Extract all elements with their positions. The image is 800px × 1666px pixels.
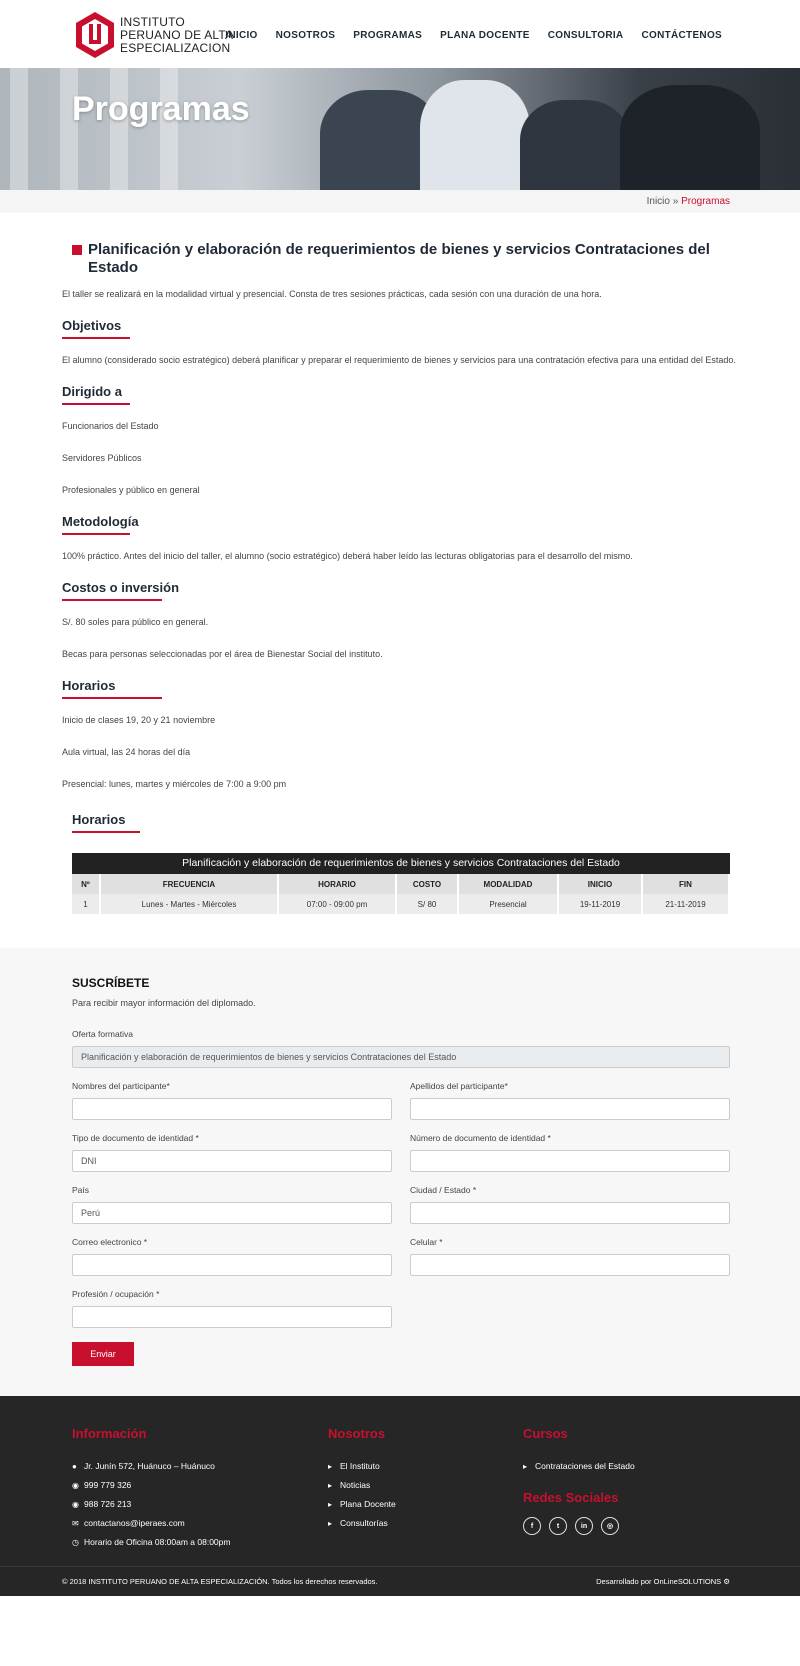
pais-select[interactable] (72, 1202, 392, 1224)
hero-person (520, 100, 630, 190)
tipo-doc-label: Tipo de documento de identidad * (72, 1133, 199, 1143)
horarios-item: Inicio de clases 19, 20 y 21 noviembre (62, 715, 216, 725)
submit-button[interactable]: Enviar (72, 1342, 134, 1366)
hero-window-pane (60, 68, 78, 190)
subscribe-title: SUSCRÍBETE (72, 976, 150, 990)
breadcrumb-current: Programas (681, 196, 730, 207)
td-frecuencia: Lunes - Martes - Miércoles (100, 894, 278, 914)
hero-person (420, 80, 530, 190)
horarios-heading: Horarios (62, 678, 115, 699)
logo-text: INSTITUTO PERUANO DE ALTA ESPECIALIZACION (120, 14, 234, 55)
footer-link[interactable]: ▸ Plana Docente (328, 1495, 396, 1514)
td-inicio: 19-11-2019 (558, 894, 642, 914)
social-links (523, 1517, 635, 1535)
th-inicio: INICIO (558, 874, 642, 894)
td-costo: S/ 80 (396, 894, 458, 914)
caret-right-icon: ▸ (328, 1519, 333, 1528)
hero-banner (0, 68, 800, 190)
celular-label: Celular * (410, 1237, 443, 1247)
clock-icon: ◷ (72, 1538, 79, 1547)
footer-info-heading: Información (72, 1426, 147, 1441)
hero-person (620, 85, 760, 190)
pais-label: País (72, 1185, 90, 1195)
table-caption: Planificación y elaboración de requerimientos de bienes y servicios Contrataciones del Estado (72, 853, 730, 874)
caret-right-icon: ▸ (328, 1500, 333, 1509)
twitter-icon[interactable]: t (549, 1517, 567, 1535)
horarios-item: Aula virtual, las 24 horas del día (62, 747, 191, 757)
subscribe-form (0, 948, 800, 1396)
nav-inicio[interactable]: INICIO (225, 30, 258, 41)
subscribe-subtitle: Para recibir mayor información del diplomado. (72, 998, 256, 1008)
dirigido-item: Funcionarios del Estado (62, 421, 159, 431)
table-header-row (72, 874, 729, 894)
profesion-input[interactable] (72, 1306, 392, 1328)
main-content (0, 213, 800, 914)
costos-item: S/. 80 soles para público en general. (62, 617, 209, 627)
horarios-item: Presencial: lunes, martes y miércoles de 7:00 a 9:00 pm (62, 779, 287, 789)
hero-window-pane (110, 68, 128, 190)
site-header (0, 0, 800, 68)
linkedin-icon[interactable]: in (575, 1517, 593, 1535)
footer-nosotros-heading: Nosotros (328, 1426, 386, 1441)
footer-nosotros (328, 1426, 396, 1533)
footer-bottom-bar (0, 1566, 800, 1596)
th-modalidad: MODALIDAD (458, 874, 558, 894)
ciudad-input[interactable] (410, 1202, 730, 1224)
nav-contactenos[interactable]: CONTÁCTENOS (641, 30, 722, 41)
profesion-label: Profesión / ocupación * (72, 1289, 160, 1299)
footer-link[interactable]: ▸ Contrataciones del Estado (523, 1457, 635, 1476)
th-frecuencia: FRECUENCIA (100, 874, 278, 894)
dirigido-item: Servidores Públicos (62, 453, 142, 463)
footer-link[interactable]: ▸ Noticias (328, 1476, 396, 1495)
oferta-label: Oferta formativa (72, 1029, 133, 1039)
footer-cursos (523, 1426, 635, 1535)
hero-title: Programas (72, 90, 250, 128)
caret-right-icon: ▸ (328, 1462, 333, 1471)
footer-phone[interactable]: ◉ 999 779 326 (72, 1476, 230, 1495)
breadcrumb-separator: » (672, 196, 679, 207)
celular-input[interactable] (410, 1254, 730, 1276)
breadcrumb-home[interactable]: Inicio (646, 196, 670, 207)
title-square-icon (72, 245, 82, 255)
dirigido-item: Profesionales y público en general (62, 485, 200, 495)
intro-text: El taller se realizará en la modalidad virtual y presencial. Consta de tres sesiones prácticas, cada sesión con una duración de una hora. (62, 289, 602, 299)
breadcrumb (0, 190, 800, 213)
costos-heading: Costos o inversión (62, 580, 179, 601)
horarios-table-heading: Horarios (72, 812, 125, 833)
copyright-text: © 2018 INSTITUTO PERUANO DE ALTA ESPECIALIZACIÓN. Todos los derechos reservados. (62, 1577, 378, 1586)
envelope-icon: ✉ (72, 1519, 79, 1528)
hero-window-pane (10, 68, 28, 190)
logo-icon (74, 10, 116, 60)
costos-item: Becas para personas seleccionadas por el área de Bienestar Social del instituto. (62, 649, 383, 659)
nombres-input[interactable] (72, 1098, 392, 1120)
dirigido-heading: Dirigido a (62, 384, 122, 405)
tipo-doc-select[interactable] (72, 1150, 392, 1172)
footer-link[interactable]: ▸ Consultorías (328, 1514, 396, 1533)
map-marker-icon: ● (72, 1462, 77, 1471)
footer-phone[interactable]: ◉ 988 726 213 (72, 1495, 230, 1514)
instagram-icon[interactable]: ◎ (601, 1517, 619, 1535)
footer-info (72, 1426, 230, 1552)
gear-icon: ⚙ (723, 1577, 730, 1586)
footer-email[interactable]: ✉ contactanos@iperaes.com (72, 1514, 230, 1533)
page-title (72, 241, 738, 277)
th-costo: COSTO (396, 874, 458, 894)
correo-input[interactable] (72, 1254, 392, 1276)
oferta-field[interactable] (72, 1046, 730, 1068)
td-fin: 21-11-2019 (642, 894, 729, 914)
nav-programas[interactable]: PROGRAMAS (353, 30, 423, 41)
td-horario: 07:00 - 09:00 pm (278, 894, 396, 914)
nombres-label: Nombres del participante* (72, 1081, 170, 1091)
th-horario: HORARIO (278, 874, 396, 894)
td-num: 1 (72, 894, 100, 914)
caret-right-icon: ▸ (328, 1481, 333, 1490)
objetivos-text: El alumno (considerado socio estratégico) deberá planificar y preparar el requerimiento de bienes y servicios para una contratación efectiva para una entidad del Estado. (62, 355, 736, 365)
footer-link[interactable]: ▸ El Instituto (328, 1457, 396, 1476)
th-fin: FIN (642, 874, 729, 894)
facebook-icon[interactable]: f (523, 1517, 541, 1535)
schedule-table (72, 853, 730, 914)
site-footer (0, 1396, 800, 1566)
th-num: Nº (72, 874, 100, 894)
footer-cursos-heading: Cursos (523, 1426, 568, 1441)
ciudad-label: Ciudad / Estado * (410, 1185, 477, 1195)
footer-hours: ◷ Horario de Oficina 08:00am a 08:00pm (72, 1533, 230, 1552)
nav-consultoria[interactable]: CONSULTORIA (547, 30, 624, 41)
footer-address: ● Jr. Junín 572, Huánuco – Huánuco (72, 1457, 230, 1476)
caret-right-icon: ▸ (523, 1462, 528, 1471)
table-row (72, 894, 729, 914)
objetivos-heading: Objetivos (62, 318, 121, 339)
correo-label: Correo electronico * (72, 1237, 148, 1247)
page-title-text: Planificación y elaboración de requerimientos de bienes y servicios Contrataciones del Estado (88, 241, 710, 276)
nav-nosotros[interactable]: NOSOTROS (275, 30, 336, 41)
apellidos-input[interactable] (410, 1098, 730, 1120)
metodologia-heading: Metodología (62, 514, 139, 535)
whatsapp-icon: ◉ (72, 1481, 79, 1490)
whatsapp-icon: ◉ (72, 1500, 79, 1509)
main-nav (207, 30, 722, 41)
td-modalidad: Presencial (458, 894, 558, 914)
footer-redes-heading: Redes Sociales (523, 1490, 619, 1505)
nav-plana-docente[interactable]: PLANA DOCENTE (440, 30, 530, 41)
metodologia-text: 100% práctico. Antes del inicio del taller, el alumno (socio estratégico) deberá haber leído las lecturas obligatorias para el desarrollo del mismo. (62, 551, 633, 561)
apellidos-label: Apellidos del participante* (410, 1081, 508, 1091)
num-doc-label: Número de documento de identidad * (410, 1133, 551, 1143)
hero-window-pane (160, 68, 178, 190)
num-doc-input[interactable] (410, 1150, 730, 1172)
developer-credit[interactable]: Desarrollado por OnLineSOLUTIONS ⚙ (596, 1577, 730, 1586)
